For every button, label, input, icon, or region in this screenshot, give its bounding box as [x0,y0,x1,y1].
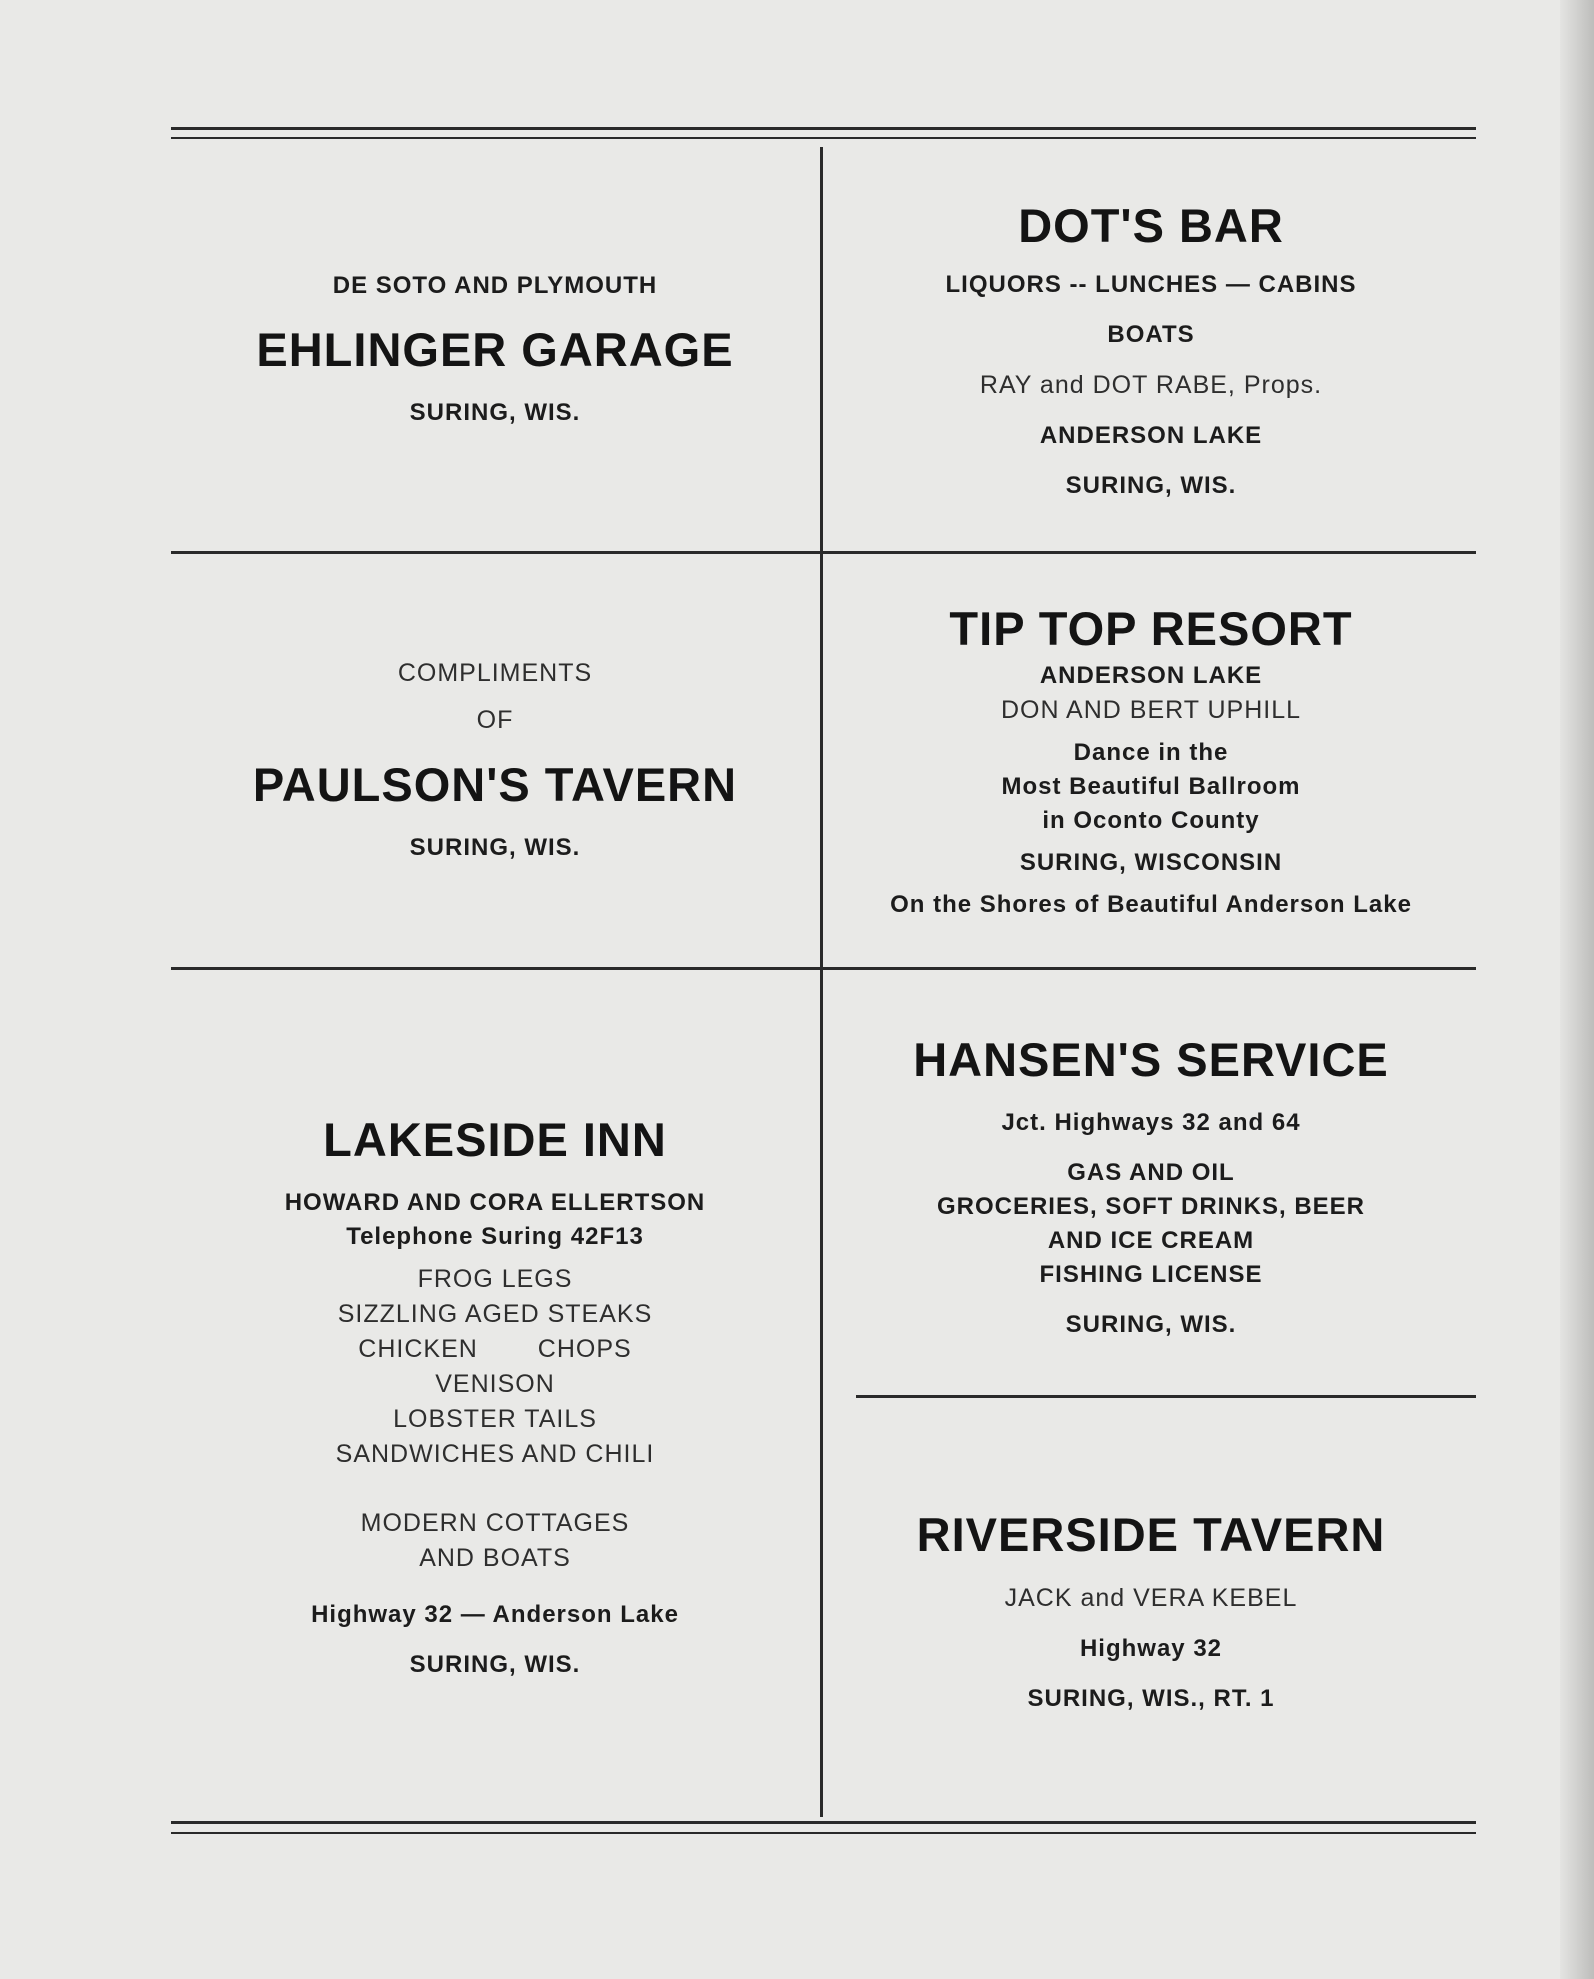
hansen-name: HANSEN'S SERVICE [913,1032,1389,1086]
hansen-fishing-license: FISHING LICENSE [1039,1260,1263,1288]
riverside-highway: Highway 32 [1079,1635,1223,1662]
dots-name: DOT'S BAR [1018,199,1284,252]
dots-city: SURING, WIS. [1065,472,1237,499]
paulson-city: SURING, WIS. [409,833,581,861]
ad-dots-bar [826,150,1476,548]
lakeside-menu-sandwiches: SANDWICHES AND CHILI [335,1439,655,1468]
ad-paulsons-tavern [171,556,819,964]
top-double-rule-1 [171,127,1476,130]
lakeside-cottages-2: AND BOATS [419,1543,571,1572]
paulson-of: OF [476,705,514,734]
hansen-gas-oil: GAS AND OIL [1067,1158,1235,1186]
page-edge [1560,0,1594,1979]
dots-services: LIQUORS -- LUNCHES — CABINS [945,271,1357,298]
lakeside-menu-frog-legs: FROG LEGS [417,1264,573,1293]
ad-tip-top-resort [826,556,1476,964]
lakeside-phone: Telephone Suring 42F13 [346,1222,644,1250]
dots-lake: ANDERSON LAKE [1039,422,1263,449]
hansen-city: SURING, WIS. [1065,1310,1237,1338]
row-divider-2 [171,967,1476,970]
ad-lakeside-inn [171,972,819,1818]
lakeside-name: LAKESIDE INN [323,1112,667,1166]
lakeside-owners: HOWARD AND CORA ELLERTSON [284,1188,706,1216]
dots-boats: BOATS [1107,321,1195,348]
bottom-double-rule-1 [171,1821,1476,1824]
lakeside-highway: Highway 32 — Anderson Lake [311,1600,679,1628]
paulson-name: PAULSON'S TAVERN [252,757,738,811]
lakeside-menu-chicken-chops [358,1335,631,1364]
top-double-rule-2 [171,137,1476,139]
tiptop-dance-1: Dance in the [1073,739,1229,766]
tiptop-owners: DON AND BERT UPHILL [1000,696,1302,724]
lakeside-menu-venison: VENISON [435,1369,555,1398]
lakeside-menu-chops: CHOPS [537,1334,632,1363]
column-divider [820,147,823,1817]
tiptop-name: TIP TOP RESORT [949,602,1353,655]
paulson-compliments: COMPLIMENTS [397,658,593,687]
tiptop-city: SURING, WISCONSIN [1019,849,1283,876]
lakeside-city: SURING, WIS. [409,1650,581,1678]
ehlinger-makes: DE SOTO AND PLYMOUTH [332,271,658,299]
row-divider-1 [171,551,1476,554]
ehlinger-name: EHLINGER GARAGE [256,322,734,376]
ehlinger-city: SURING, WIS. [409,398,581,426]
hansen-junction: Jct. Highways 32 and 64 [1001,1108,1301,1136]
tiptop-shores: On the Shores of Beautiful Anderson Lake [890,891,1412,918]
tiptop-dance-2: Most Beautiful Ballroom [1001,773,1301,800]
riverside-name: RIVERSIDE TAVERN [916,1508,1386,1561]
tiptop-dance-3: in Oconto County [1042,807,1260,834]
riverside-city: SURING, WIS., RT. 1 [1027,1685,1275,1712]
lakeside-menu-chicken: CHICKEN [358,1334,478,1363]
hansen-ice-cream: AND ICE CREAM [1047,1226,1255,1254]
hansen-groceries: GROCERIES, SOFT DRINKS, BEER [936,1192,1366,1220]
tiptop-lake: ANDERSON LAKE [1039,662,1263,689]
ad-ehlinger-garage [171,150,819,548]
lakeside-menu-lobster: LOBSTER TAILS [393,1404,597,1433]
ad-riverside-tavern [826,1420,1476,1800]
riverside-owners: JACK and VERA KEBEL [1004,1584,1298,1612]
hansen-riverside-divider [856,1395,1476,1398]
lakeside-cottages-1: MODERN COTTAGES [360,1508,630,1537]
dots-props: RAY and DOT RABE, Props. [979,371,1323,399]
lakeside-menu-steaks: SIZZLING AGED STEAKS [337,1299,653,1328]
ad-hansens-service [826,1000,1476,1370]
bottom-double-rule-2 [171,1832,1476,1834]
